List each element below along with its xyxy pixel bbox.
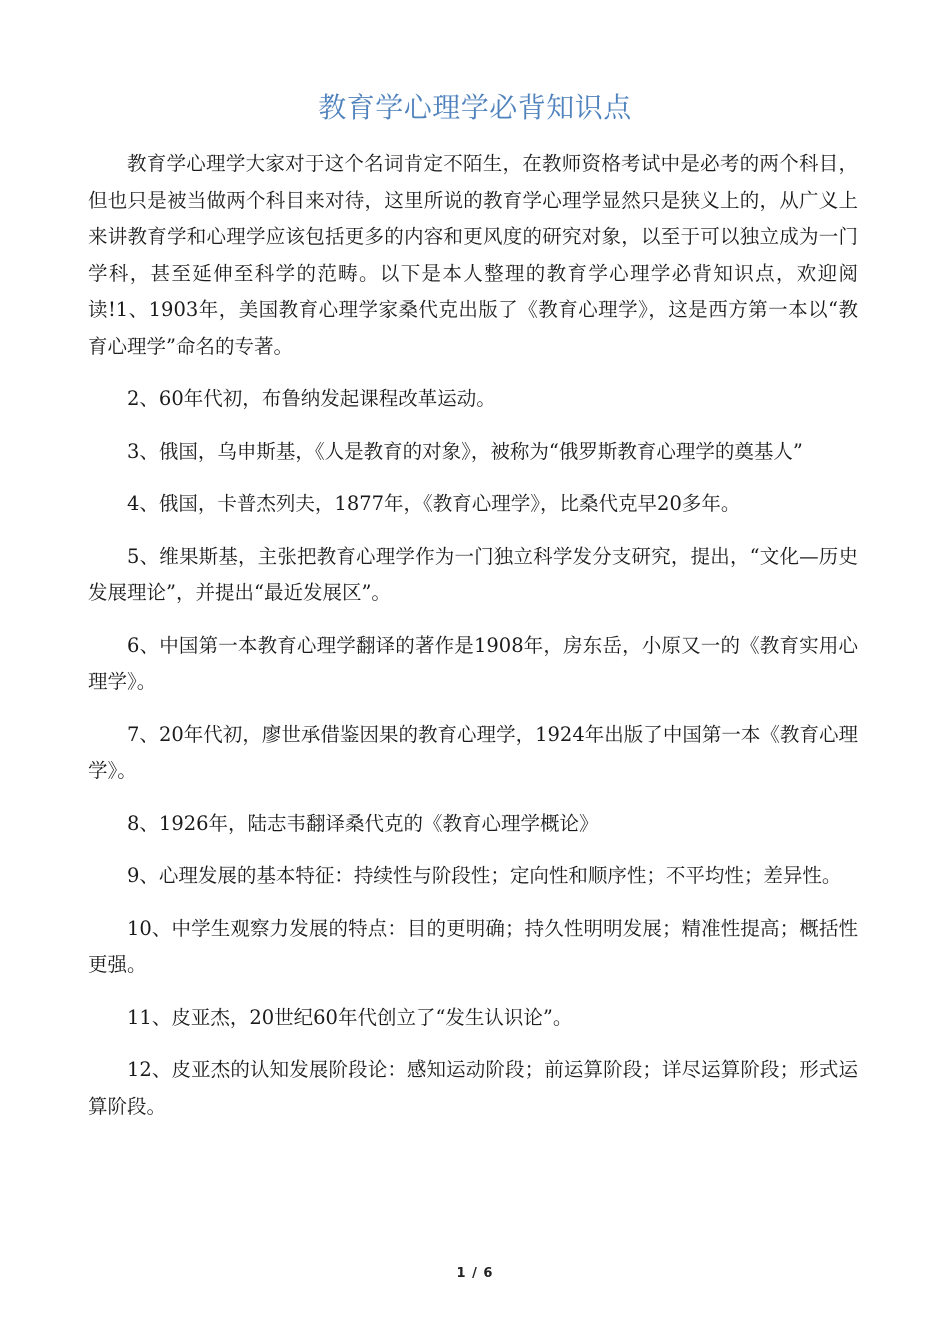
- paragraph-item-8: 8、1926年，陆志韦翻译桑代克的《教育心理学概论》: [127, 811, 599, 835]
- paragraph-item-10: 10、中学生观察力发展的特点：目的更明确；持久性明明发展；精准性提高；概括性更强。: [88, 916, 858, 976]
- paragraph-item-11: 11、皮亚杰，20世纪60年代创立了“发生认识论”。: [127, 1005, 573, 1029]
- paragraph-item-3: 3、俄国，乌申斯基，《人是教育的对象》，被称为“俄罗斯教育心理学的奠基人”: [127, 439, 803, 463]
- paragraph-item-9: 9、心理发展的基本特征：持续性与阶段性；定向性和顺序性；不平均性；差异性。: [127, 864, 842, 887]
- paragraph-item-12: 12、皮亚杰的认知发展阶段论：感知运动阶段；前运算阶段；详尽运算阶段；形式运算阶段。: [88, 1058, 858, 1118]
- paragraph-item-7: 7、20年代初，廖世承借鉴因果的教育心理学，1924年出版了中国第一本《教育心理学》。: [88, 722, 858, 782]
- document-body: [88, 146, 858, 1141]
- paragraph-item-4: 4、俄国，卡普杰列夫，1877年，《教育心理学》，比桑代克早20多年。: [127, 492, 741, 515]
- paragraph-intro: 教育学心理学大家对于这个名词肯定不陌生，在教师资格考试中是必考的两个科目，但也只是被当做两个科目来对待，这里所说的教育学心理学显然只是狭义上的，从广义上来讲教育学和心理学应该包括更多的内容和更风度的研究对象，以至于可以独立成为一门学科，甚至延伸至科学的范畴。以下是本人整理的教育学心理学必背知识点，欢迎阅读!1、1903年，美国教育心理学家桑代克出版了《教育心理学》，这是西方第一本以“教育心理学”命名的专著。: [88, 152, 858, 358]
- document-title: 教育学心理学必背知识点: [318, 91, 632, 124]
- paragraph-item-5: 5、维果斯基，主张把教育心理学作为一门独立科学发分支研究，提出，“文化—历史发展理论”，并提出“最近发展区”。: [88, 544, 858, 604]
- page-number: 1 / 6: [456, 1266, 494, 1281]
- paragraph-item-6: 6、中国第一本教育心理学翻译的著作是1908年，房东岳，小原又一的《教育实用心理学》。: [88, 633, 858, 693]
- paragraph-item-2: 2、60年代初，布鲁纳发起课程改革运动。: [127, 387, 496, 410]
